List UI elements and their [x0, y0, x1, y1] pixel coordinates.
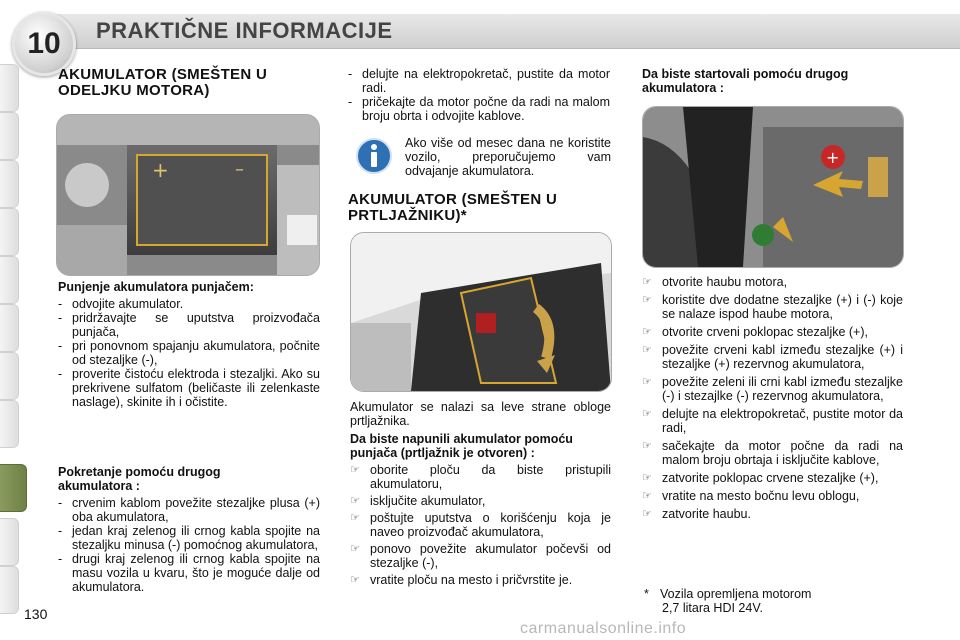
- watermark: carmanualsonline.info: [520, 620, 687, 637]
- section-heading-engine-battery: AKUMULATOR (SMEŠTEN U ODELJKU MOTORA): [58, 66, 268, 99]
- charging-title: Punjenje akumulatora punjačem:: [58, 280, 254, 294]
- hand-pointer-icon: ☞: [642, 508, 652, 520]
- list-item: ☞ delujte na elektropokretač, pustite motor da radi,: [642, 407, 903, 435]
- trunk-charge-title: Da biste napunili akumulator pomoću punjača (prtljažnik je otvoren) :: [350, 432, 573, 460]
- trunk-battery-photo: [350, 232, 612, 392]
- list-item: - jedan kraj zelenog ili crnog kabla spojite na stezaljku minusa (-) pomoćnog akumulatora,: [58, 524, 320, 552]
- chapter-tab[interactable]: [0, 160, 19, 208]
- hand-pointer-icon: ☞: [642, 490, 652, 502]
- chapter-tabs: [0, 64, 20, 624]
- list-item: ☞ oborite ploču da biste pristupili akumulatoru,: [350, 463, 611, 491]
- list-item: ☞ povežite crveni kabl između stezaljke (+) i stezaljke (+) rezervnog akumulatora,: [642, 343, 903, 371]
- hand-pointer-icon: ☞: [642, 408, 652, 420]
- hand-pointer-icon: ☞: [642, 344, 652, 356]
- list-item: ☞ povežite zeleni ili crni kabl između stezaljke (-) i stezajlke (-) rezervnog akumulatora,: [642, 375, 903, 403]
- list-item: ☞ otvorite haubu motora,: [642, 275, 788, 289]
- chapter-tab[interactable]: [0, 304, 19, 352]
- hand-pointer-icon: ☞: [350, 512, 360, 524]
- engine-battery-photo: [56, 114, 320, 276]
- chapter-tab[interactable]: [0, 112, 19, 160]
- page-title: PRAKTIČNE INFORMACIJE: [96, 18, 393, 43]
- jump-start-section: [58, 465, 320, 594]
- list-item: ☞ sačekajte da motor počne da radi na malom broju obrtaja i isključite kablove,: [642, 439, 903, 467]
- list-item: ☞ vratite ploču na mesto i pričvrstite je.: [350, 573, 573, 587]
- chapter-tab[interactable]: [0, 566, 19, 614]
- hand-pointer-icon: ☞: [350, 464, 360, 476]
- hand-pointer-icon: ☞: [642, 294, 652, 306]
- list-item: - pridržavajte se uputstva proizvođača punjača,: [58, 311, 320, 339]
- chapter-tab[interactable]: [0, 256, 19, 304]
- hand-pointer-icon: ☞: [350, 543, 360, 555]
- footnote: * Vozila opremljena motorom 2,7 litara HDI 24V.: [644, 587, 812, 615]
- jump-start-title: Pokretanje pomoću drugog akumulatora :: [58, 465, 221, 493]
- list-item: - proverite čistoću elektroda i stezaljki. Ako su prekrivene sulfatom (beličaste ili zelenkaste naslage), skinite ih i očistite.: [58, 367, 320, 409]
- hand-pointer-icon: ☞: [642, 326, 652, 338]
- list-item: ☞ otvorite crveni poklopac stezaljke (+),: [642, 325, 868, 339]
- list-item: ☞ poštujte uputstva o korišćenju koja je naveo proizvođač akumulatora,: [350, 511, 611, 539]
- info-icon: [355, 137, 393, 175]
- svg-text:+: +: [152, 158, 169, 182]
- right-title: Da biste startovali pomoću drugog akumulatora :: [642, 67, 849, 95]
- list-item: ☞ vratite na mesto bočnu levu oblogu,: [642, 489, 860, 503]
- chapter-tab[interactable]: [0, 64, 19, 112]
- section-heading-trunk-battery: AKUMULATOR (SMEŠTEN U PRTLJAŽNIKU)*: [348, 191, 558, 224]
- hand-pointer-icon: ☞: [642, 440, 652, 452]
- trunk-section: [350, 400, 611, 587]
- list-item: ☞ zatvorite haubu.: [642, 507, 751, 521]
- list-item: ☞ zatvorite poklopac crvene stezaljke (+),: [642, 471, 879, 485]
- hand-pointer-icon: ☞: [642, 276, 652, 288]
- page-number: 130: [24, 606, 48, 622]
- hand-pointer-icon: ☞: [642, 376, 652, 388]
- chapter-tab[interactable]: [0, 208, 19, 256]
- middle-top-section: [348, 67, 610, 123]
- svg-text:+: +: [826, 148, 840, 167]
- jump-start-photo: [642, 106, 904, 268]
- list-item: ☞ koristite dve dodatne stezaljke (+) i (-) koje se nalaze ispod haube motora,: [642, 293, 903, 321]
- jump-start-steps: [642, 275, 903, 521]
- chapter-tab-active[interactable]: [0, 464, 27, 512]
- svg-text:–: –: [235, 159, 244, 180]
- chapter-tab[interactable]: [0, 400, 19, 448]
- chapter-number: 10: [27, 27, 61, 60]
- list-item: - pričekajte da motor počne da radi na malom broju obrta i odvojite kablove.: [348, 95, 610, 123]
- charging-section: [58, 280, 320, 409]
- trunk-location-text: Akumulator se nalazi sa leve strane obloge prtljažnika.: [350, 400, 611, 428]
- list-item: - delujte na elektropokretač, pustite da motor radi.: [348, 67, 610, 95]
- list-item: - crvenim kablom povežite stezaljke plusa (+) oba akumulatora,: [58, 496, 320, 524]
- hand-pointer-icon: ☞: [642, 472, 652, 484]
- chapter-tab[interactable]: [0, 352, 19, 400]
- list-item: - pri ponovnom spajanju akumulatora, počnite od stezaljke (-),: [58, 339, 320, 367]
- left-column: [58, 67, 320, 99]
- list-item: ☞ isključite akumulator,: [350, 494, 486, 508]
- info-note: Ako više od mesec dana ne koristite vozilo, preporučujemo vam odvajanje akumulatora.: [405, 136, 611, 178]
- list-item: - drugi kraj zelenog ili crnog kabla spojite na masu vozila u kvaru, što je moguće dalje od akumulatora.: [58, 552, 320, 594]
- hand-pointer-icon: ☞: [350, 495, 360, 507]
- middle-heading: [348, 192, 610, 224]
- chapter-tab[interactable]: [0, 518, 19, 566]
- list-item: - odvojite akumulator.: [58, 297, 184, 311]
- hand-pointer-icon: ☞: [350, 574, 360, 586]
- list-item: ☞ ponovo povežite akumulator počevši od stezaljke (-),: [350, 542, 611, 570]
